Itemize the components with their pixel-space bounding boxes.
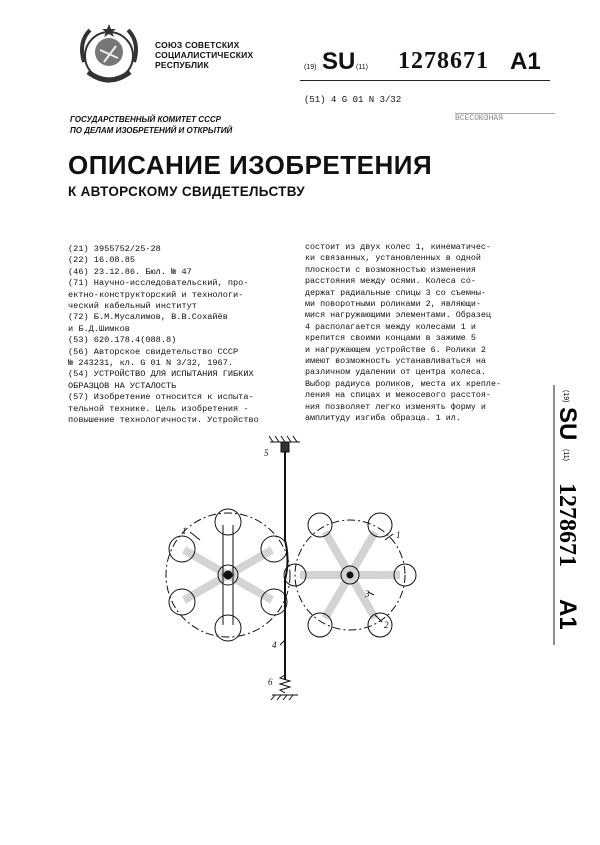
- biblio-line: тельной технике. Цель изобретения -: [68, 403, 249, 414]
- biblio-line: ектно-конструкторский и технологи-: [68, 289, 244, 300]
- label-2: 2: [384, 620, 389, 630]
- abstract-line: мися нагружающими элементами. Образец: [305, 310, 491, 321]
- abstract-line: ки связанных, установленных в одной: [305, 253, 481, 264]
- code-11: (11): [356, 64, 368, 71]
- bibliographic-data: [68, 244, 293, 427]
- ipc-classification: (51) 4 G 01 N 3/32: [304, 95, 402, 105]
- biblio-line: (53) 620.178.4(088.8): [68, 335, 177, 346]
- biblio-line: (72) Б.М.Мусалимов, В.В.Сохайёв: [68, 312, 228, 323]
- committee-line-2: ПО ДЕЛАМ ИЗОБРЕТЕНИЙ И ОТКРЫТИЙ: [70, 126, 233, 135]
- biblio-line: ческий кабельный институт: [68, 301, 197, 312]
- abstract-line: состоит из двух колес 1, кинематичес-: [305, 242, 491, 252]
- abstract-line: имеют возможность устанавливаться на: [305, 356, 486, 367]
- document-subtitle: К АВТОРСКОМУ СВИДЕТЕЛЬСТВУ: [68, 184, 305, 199]
- abstract-text: [305, 242, 555, 425]
- abstract-line: различном удалении от центра колеса.: [305, 367, 486, 378]
- abstract-line: и нагружающем устройстве 6. Ролики 2: [305, 344, 486, 355]
- abstract-line: ния позволяет легко изменять форму и: [305, 401, 486, 412]
- label-1-left: 1: [182, 526, 187, 536]
- label-1-right: 1: [396, 530, 401, 540]
- union-line-2: СОЦИАЛИСТИЧЕСКИХ: [155, 50, 254, 60]
- stamp-text: ВСЕСОЮЗНАЯ: [455, 114, 504, 123]
- biblio-line: (21) 3955752/25-28: [68, 244, 161, 254]
- biblio-line: ОБРАЗЦОВ НА УСТАЛОСТЬ: [68, 380, 177, 391]
- abstract-line: крепится своими концами в зажиме 5: [305, 333, 476, 344]
- committee-name: [70, 114, 232, 136]
- biblio-line: (57) Изобретение относится к испыта-: [68, 392, 254, 403]
- biblio-line: (56) Авторское свидетельство СССР: [68, 346, 239, 357]
- specimen-line: [285, 452, 288, 680]
- abstract-line: ления на спицах и межосевого расстоя-: [305, 390, 491, 401]
- biblio-line: (22) 16.08.85: [68, 255, 136, 266]
- side-kind: A1: [554, 599, 581, 630]
- label-5: 5: [264, 448, 269, 458]
- side-code-11: (11): [562, 449, 569, 461]
- biblio-line: № 243231, кл. G 01 N 3/32, 1967.: [68, 358, 234, 369]
- abstract-line: расстояния между осями. Колеса со-: [305, 276, 476, 287]
- label-3: 3: [365, 589, 370, 599]
- abstract-line: плоскости с возможностью изменения: [305, 264, 476, 275]
- header-divider: [300, 80, 550, 81]
- label-6: 6: [268, 677, 273, 687]
- abstract-line: держат радиальные спицы 3 со съемны-: [305, 287, 486, 298]
- union-line-1: СОЮЗ СОВЕТСКИХ: [155, 40, 240, 50]
- biblio-line: повышение технологичности. Устройство: [68, 415, 259, 426]
- abstract-line: Выбор радиуса роликов, места их крепле-: [305, 378, 502, 389]
- side-patent-number: [542, 385, 582, 665]
- abstract-line: амплитуду изгиба образца. 1 ил.: [305, 413, 461, 424]
- side-country: SU: [554, 407, 581, 441]
- union-line-3: РЕСПУБЛИК: [155, 60, 209, 70]
- abstract-line: 4 располагается между колесами 1 и: [305, 321, 476, 332]
- clamp-top: [269, 436, 300, 452]
- label-4: 4: [272, 640, 277, 650]
- patent-number: 1278671: [398, 48, 489, 74]
- biblio-line: (54) УСТРОЙСТВО ДЛЯ ИСПЫТАНИЯ ГИБКИХ: [68, 369, 254, 380]
- code-19: (19): [304, 64, 317, 71]
- union-name: [155, 40, 253, 70]
- ussr-emblem: [70, 22, 148, 94]
- side-code-19: (19): [562, 390, 569, 403]
- technical-drawing: [160, 430, 420, 700]
- side-number: 1278671: [554, 483, 580, 567]
- document-title: ОПИСАНИЕ ИЗОБРЕТЕНИЯ: [68, 150, 433, 180]
- kind-code: A1: [510, 48, 541, 75]
- biblio-line: (71) Научно-исследовательский, про-: [68, 278, 249, 289]
- library-stamp: [455, 113, 555, 174]
- committee-line-1: ГОСУДАРСТВЕННЫЙ КОМИТЕТ СССР: [70, 115, 221, 124]
- abstract-line: ми поворотными роликами 2, являющи-: [305, 299, 481, 310]
- biblio-line: (46) 23.12.86. Бюл. № 47: [68, 266, 192, 277]
- biblio-line: и Б.Д.Шимков: [68, 323, 130, 334]
- country-code: SU: [322, 48, 356, 75]
